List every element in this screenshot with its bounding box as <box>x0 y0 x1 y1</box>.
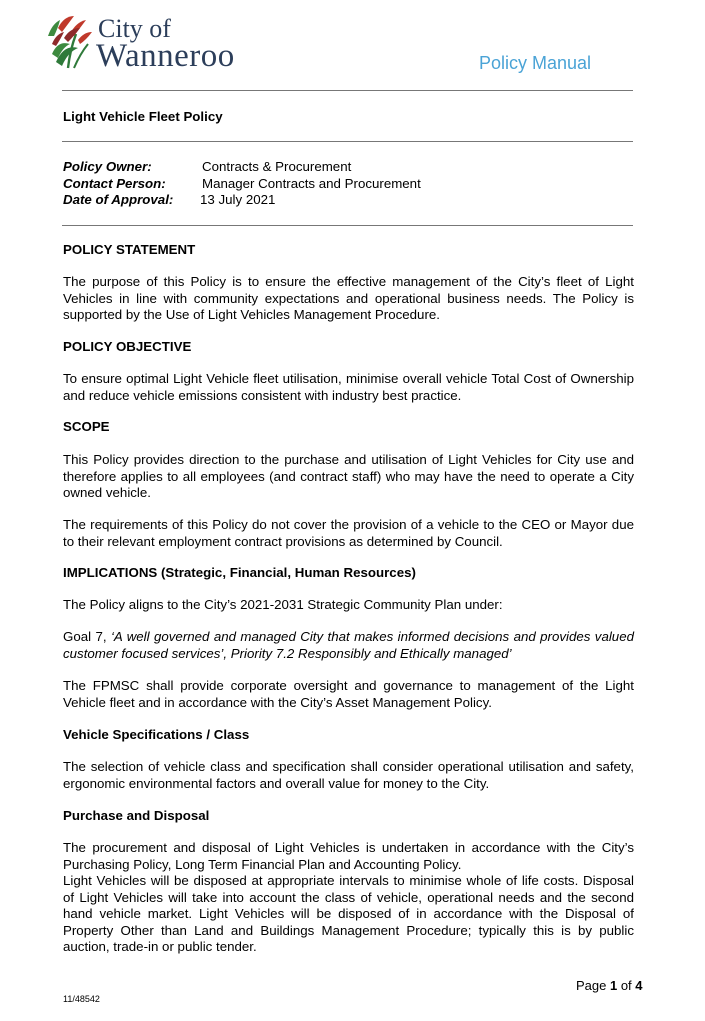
title-divider <box>62 141 633 142</box>
implications-body-2: The FPMSC shall provide corporate oversight and governance to management of the Light Vehicle fleet and in accordance with the City’s Asset Management Policy. <box>63 678 634 710</box>
statement-heading: POLICY STATEMENT <box>63 242 196 257</box>
purchase-body-1: The procurement and disposal of Light Vehicles is undertaken in accordance with the City’s Purchasing Policy, Long Term Financial Plan and Accounting Policy. <box>63 840 634 872</box>
policy-title: Light Vehicle Fleet Policy <box>63 109 223 124</box>
kangaroo-paw-flower-icon <box>46 14 96 70</box>
vehicle-body: The selection of vehicle class and specification shall consider operational utilisation and safety, ergonomic environmental factors and overall value for money to the City. <box>63 759 634 791</box>
owner-label: Policy Owner: <box>63 159 152 174</box>
scope-heading: SCOPE <box>63 419 110 434</box>
owner-value: Contracts & Procurement <box>202 159 352 174</box>
page-prefix: Page <box>576 978 610 993</box>
logo-city-of: City of <box>98 14 171 43</box>
contact-value: Manager Contracts and Procurement <box>202 176 421 191</box>
page-total: 4 <box>635 978 643 993</box>
contact-label: Contact Person: <box>63 176 166 191</box>
meta-divider <box>62 225 633 226</box>
objective-heading: POLICY OBJECTIVE <box>63 339 192 354</box>
city-logo <box>46 14 246 74</box>
date-label: Date of Approval: <box>63 192 174 207</box>
purchase-body-2: Light Vehicles will be disposed at appropriate intervals to minimise whole of life costs. Disposal of Light Vehicles will take into account the class of vehicle, operational needs and the second hand vehicle market. Light Vehicles will be disposed of in accordance with the Disposal of Property Other than Land and Buildings Management Procedure; typically this is by public auction, trade-in or public tender. <box>63 873 634 954</box>
vehicle-heading: Vehicle Specifications / Class <box>63 727 250 742</box>
objective-body: To ensure optimal Light Vehicle fleet utilisation, minimise overall vehicle Total Cost of Ownership and reduce vehicle emissions consistent with industry best practice. <box>63 371 634 403</box>
implications-body-1: The Policy aligns to the City’s 2021-2031 Strategic Community Plan under: <box>63 597 503 612</box>
logo-wanneroo: Wanneroo <box>96 38 235 74</box>
implications-heading: IMPLICATIONS (Strategic, Financial, Human Resources) <box>63 565 416 580</box>
goal-statement <box>63 629 634 662</box>
goal-prefix: Goal 7, <box>63 629 111 644</box>
scope-body-1: This Policy provides direction to the purchase and utilisation of Light Vehicles for City use and therefore applies to all employees (and contract staff) who may have the need to operate a City owned vehicle. <box>63 452 634 500</box>
page-of: of <box>617 978 636 993</box>
statement-body: The purpose of this Policy is to ensure the effective management of the City’s fleet of Light Vehicles in line with community expectations and operational business needs. The Policy is supported by the Use of Light Vehicles Management Procedure. <box>63 274 634 322</box>
date-value: 13 July 2021 <box>200 192 276 207</box>
scope-body-2: The requirements of this Policy do not cover the provision of a vehicle to the CEO or Mayor due to their relevant employment contract provisions as determined by Council. <box>63 517 634 549</box>
purchase-heading: Purchase and Disposal <box>63 808 210 823</box>
header-divider <box>62 90 633 91</box>
page-number <box>576 978 643 993</box>
document-reference: 11/48542 <box>63 994 100 1004</box>
manual-title: Policy Manual <box>479 53 592 73</box>
goal-italic: ‘A well governed and managed City that makes informed decisions and provides valued customer focused services’, Priority 7.2 Responsibly and Ethically managed’ <box>63 629 634 661</box>
page-current: 1 <box>609 978 618 993</box>
